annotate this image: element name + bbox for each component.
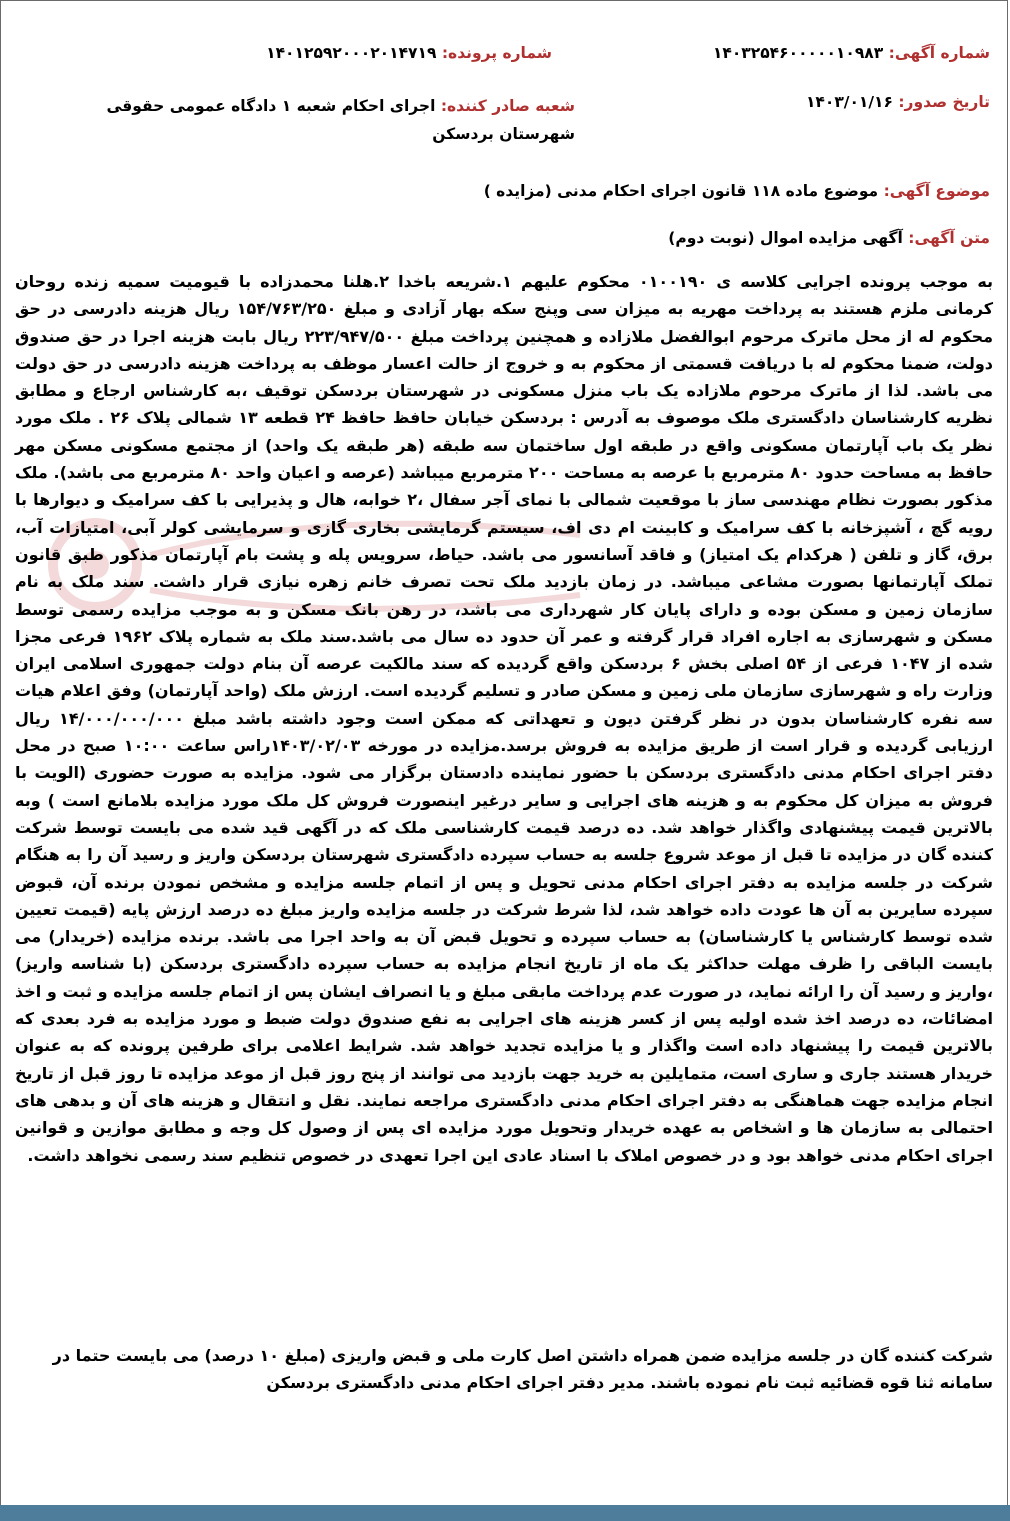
issuing-branch-value: اجرای احکام شعبه ۱ دادگاه عمومی حقوقی شهرستان بردسکن <box>106 97 575 143</box>
case-number-value: ۱۴۰۱۲۵۹۲۰۰۰۲۰۱۴۷۱۹ <box>266 44 437 62</box>
ad-number-value: ۱۴۰۳۲۵۴۶۰۰۰۰۰۱۰۹۸۳ <box>712 44 884 62</box>
subject <box>484 181 990 201</box>
ad-text-heading <box>668 228 990 248</box>
case-number <box>266 43 552 63</box>
ad-text-title: آگهی مزایده اموال (نوبت دوم) <box>668 229 903 247</box>
ad-number-label: شماره آگهی: <box>888 44 990 62</box>
notice-body: به موجب پرونده اجرایی کلاسه ی ۰۱۰۰۱۹۰ محکوم علیهم ۱.شریعه باخدا ۲.هلنا محمدزاده با قیومیت سمیه زنده روحان کرمانی ملزم هستند به پرداخت مهریه به میزان سی وپنج سکه بهار آزادی و مبلغ ۱۵۴/۷۶۳/۲۵۰ ریال هزینه دادرسی در حق محکوم له از محل ماترک مرحوم ابوالفضل ملازاده و همچنین پرداخت مبلغ ۲۲۳/۹۴۷/۵۰۰ ریال بابت هزینه اجرا در حق صندوق دولت، ضمنا محکوم له با دریافت قسمتی از محکوم به و خروج از حالت اعسار موظف به پرداخت هزینه دادرسی در حق دولت می باشد. لذا از ماترک مرحوم ملازاده یک باب منزل مسکونی در شهرستان بردسکن توقیف ،به کارشناس ارجاع و مطابق نظریه کارشناسان دادگستری ملک موصوف به آدرس : بردسکن خیابان حافظ حافظ ۲۴ قطعه ۱۳ شمالی پلاک ۲۶ . ملک مورد نظر یک باب آپارتمان مسکونی واقع در طبقه اول ساختمان سه طبقه (هر طبقه یک واحد) از مجتمع مسکونی مسکن مهر حافظ به مساحت حدود ۸۰ مترمربع با عرصه به مساحت ۲۰۰ مترمربع میباشد (عرصه و اعیان واحد ۸۰ مترمربع می باشد). ملک مذکور بصورت نظام مهندسی ساز با موقعیت شمالی با نمای آجر سفال ،۲ خوابه، هال و پذیرایی با کف سرامیک و دیوارها با رویه گچ ، آشپزخانه با کف سرامیک و کابینت ام دی اف، سیستم گرمایشی بخاری گازی و سرمایشی کولر آبی، امتیازات آب، برق، گاز و تلفن ( هرکدام یک امتیاز) و فاقد آسانسور می باشد. حیاط، سرویس پله و پشت بام آپارتمان مذکور طبق قانون تملک آپارتمانها بصورت مشاعی میباشد. در زمان بازدید ملک تحت تصرف خانم زهره نیازی قرار داشت. سند ملک به نام سازمان زمین و مسکن بوده و دارای پایان کار شهرداری می باشد، در رهن بانک مسکن و به موجب مزایده رسمی توسط مسکن و شهرسازی به اجاره افراد قرار گرفته و عمر آن حدود ده سال می باشد.سند ملک به شماره پلاک ۱۹۶۲ فرعی مجزا شده از ۱۰۴۷ فرعی از ۵۴ اصلی بخش ۶ بردسکن واقع گردیده که سند مالکیت عرصه آن بنام دولت جمهوری اسلامی ایران وزارت راه و شهرسازی سازمان ملی زمین و مسکن صادر و تسلیم گردیده است. ارزش ملک (واحد آپارتمان) وفق اعلام هیات سه نفره کارشناسان بدون در نظر گرفتن دیون و تعهداتی که ممکن است وجود داشته باشد مبلغ ۱۴/۰۰۰/۰۰۰/۰۰۰ ریال ارزیابی گردیده و قرار است از طریق مزایده به فروش برسد.مزایده در مورخه ۱۴۰۳/۰۲/۰۳راس ساعت ۱۰:۰۰ صبح در محل دفتر اجرای احکام مدنی دادگستری بردسکن با حضور نماینده دادستان برگزار می شود. مزایده به صورت حضوری (الویت با فروش به میزان کل محکوم به و هزینه های اجرایی و سایر درغیر اینصورت فروش کل ملک مورد مزایده بلامانع است ) وبه بالاترین قیمت پیشنهادی واگذار خواهد شد. ده درصد قیمت کارشناسی ملک که در آگهی قید شده می بایست توسط شرکت کننده گان در مزایده تا قبل از موعد شروع جلسه به حساب سپرده دادگستری شهرستان بردسکن واریز و رسید آن را به هنگام شرکت در جلسه مزایده به دفتر اجرای احکام مدنی تحویل و پس از اتمام جلسه مزایده و مشخص نمودن برنده آن، قبوض سپرده سایرین به آن ها عودت داده خواهد شد، لذا شرط شرکت در جلسه مزایده واریز مبلغ ده درصد ارزش پایه (قیمت تعیین شده توسط کارشناس یا کارشناسان) به حساب سپرده و تحویل قبض آن به واحد اجرا می باشد. برنده مزایده (خریدار) می بایست الباقی را ظرف مهلت حداکثر یک ماه از تاریخ انجام مزایده به حساب سپرده دادگستری بردسکن (با شناسه واریز) ،واریز و رسید آن را ارائه نماید، در صورت عدم پرداخت مابقی مبلغ و یا انصراف ایشان پس از اتمام جلسه مزایده و ثبت و اخذ امضائات، ده درصد اخذ شده اولیه پس از کسر هزینه های اجرایی به نفع صندوق دولت ضبط و مورد مزایده به فرد بعدی که بالاترین قیمت را پیشنهاد داده است واگذار و یا مزایده تجدید خواهد شد. شرایط اعلامی برای طرفین پرونده که به عنوان خریدار هستند جاری و ساری است، متمایلین به خرید جهت بازدید می توانند از پنج روز قبل از موعد مزایده تا روز قبل از تاریخ انجام مزایده جهت هماهنگی به دفتر اجرای احکام مدنی دادگستری مراجعه نمایند. نقل و انتقال و هزینه های آن و بدهی های احتمالی به سازمان ها و اشخاص به عهده خریدار وتحویل مورد مزایده ای پس از وصول کل وجه و مطابق موازین و قوانین اجرای احکام مدنی خواهد بود و در خصوص املاک با اسناد عادی این اجرا تعهدی در خصوص تنظیم سند رسمی نخواهد داشت. <box>15 272 994 1165</box>
case-number-label: شماره پرونده: <box>441 44 552 62</box>
subject-value: موضوع ماده ۱۱۸ قانون اجرای احکام مدنی (مزایده ) <box>483 182 879 200</box>
issue-date-label: تاریخ صدور: <box>898 93 990 111</box>
subject-label: موضوع آگهی: <box>883 182 990 200</box>
notice-footer: شرکت کننده گان در جلسه مزایده ضمن همراه داشتن اصل کارت ملی و قبض واریزی (مبلغ ۱۰ درصد) می بایست حتما در سامانه ثنا قوه قضائیه ثبت نام نموده باشند. مدیر دفتر اجرای احکام مدنی دادگستری بردسکن <box>52 1346 993 1393</box>
issuing-branch <box>75 92 575 148</box>
issue-date <box>806 92 990 112</box>
bottom-bar <box>0 1505 1010 1521</box>
ad-number <box>713 43 990 63</box>
ad-text-label: متن آگهی: <box>908 229 990 247</box>
issue-date-value: ۱۴۰۳/۰۱/۱۶ <box>805 93 893 111</box>
issuing-branch-label: شعبه صادر کننده: <box>440 97 575 115</box>
